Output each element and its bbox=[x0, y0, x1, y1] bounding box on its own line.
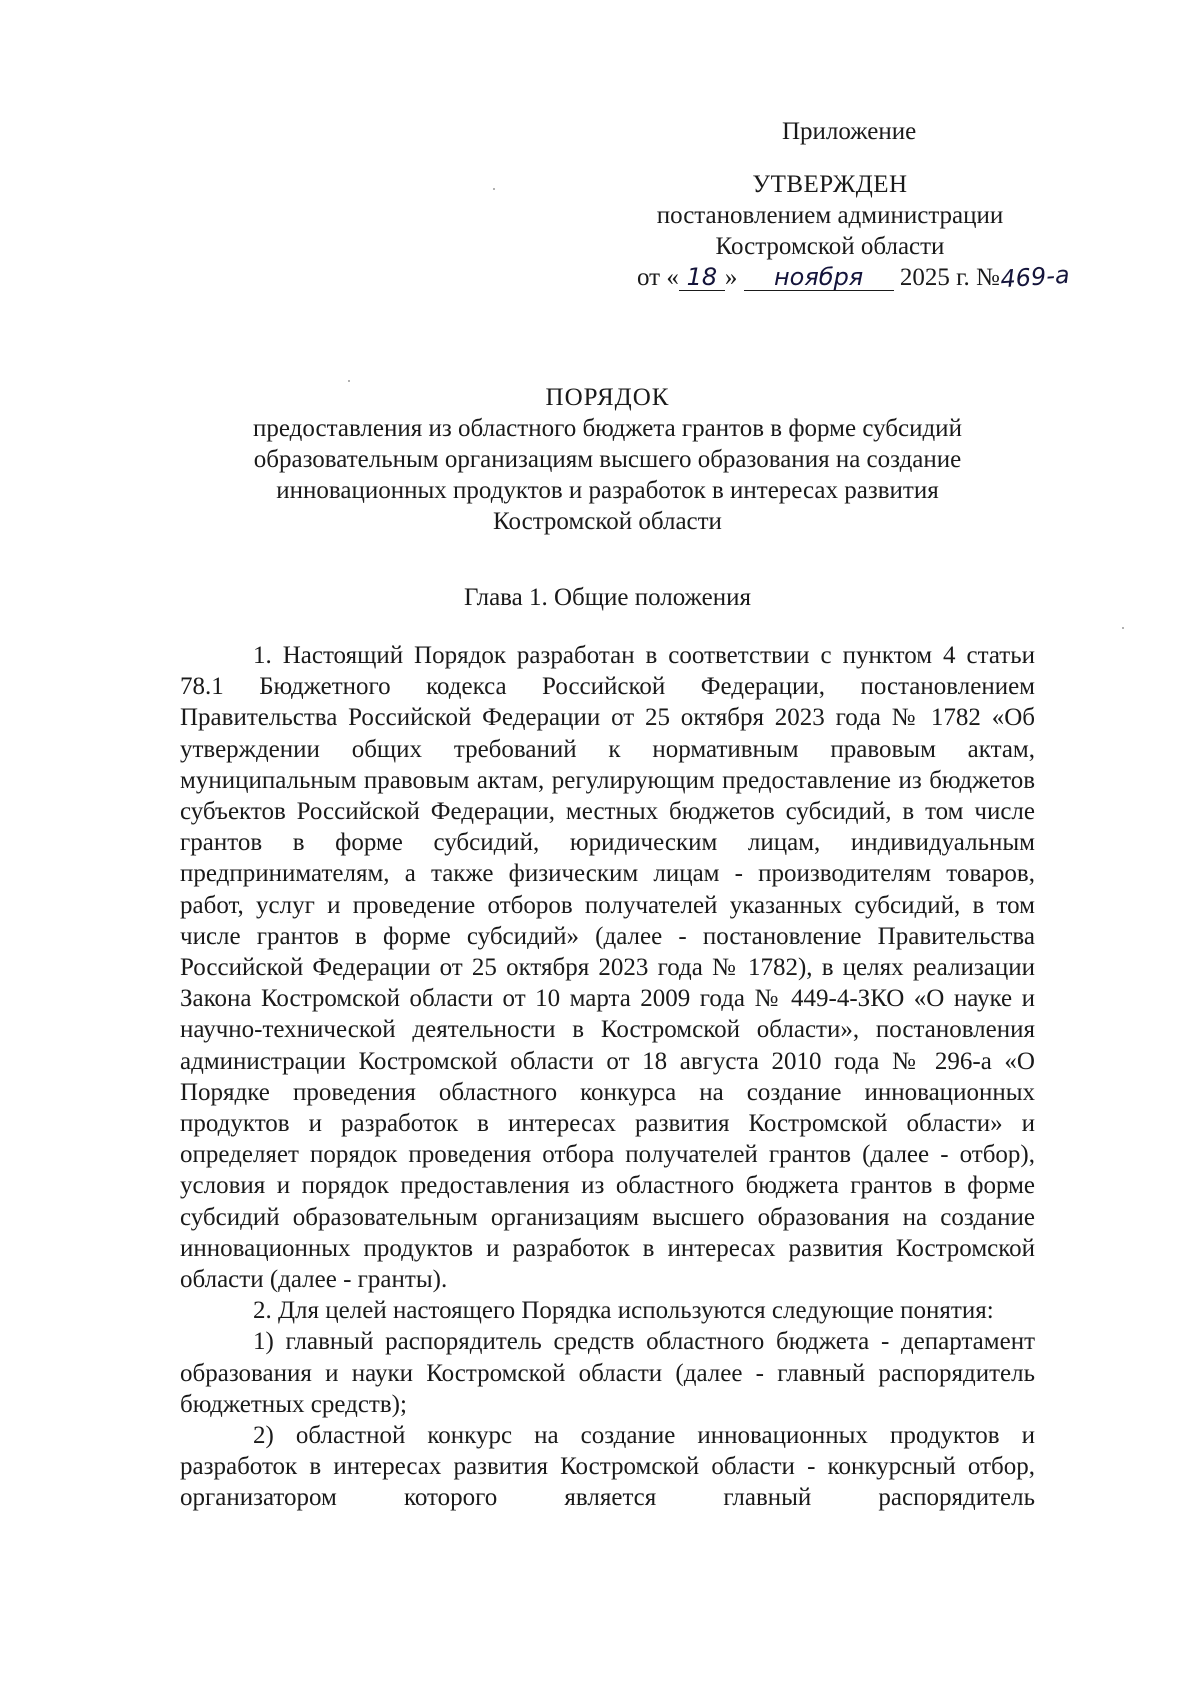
approval-line-2: Костромской области bbox=[715, 233, 945, 260]
document-body bbox=[180, 640, 1035, 1514]
approved-label: УТВЕРЖДЕН bbox=[752, 171, 908, 198]
subtitle-line: предоставления из областного бюджета грантов в форме субсидий bbox=[253, 415, 962, 442]
handwritten-day: 18 bbox=[679, 264, 725, 291]
subtitle-line: образовательным организациям высшего образования на создание bbox=[253, 446, 962, 473]
scan-speck bbox=[1122, 627, 1124, 629]
scan-speck bbox=[493, 188, 495, 190]
subtitle-line: инновационных продуктов и разработок в интересах развития bbox=[276, 477, 939, 504]
chapter-heading: Глава 1. Общие положения bbox=[464, 584, 751, 611]
date-prefix: от « bbox=[637, 264, 679, 291]
paragraph-2: 2. Для целей настоящего Порядка используются следующие понятия: bbox=[253, 1297, 994, 1325]
handwritten-number: 469-а bbox=[999, 260, 1071, 294]
paragraph-1: 1. Настоящий Порядок разработан в соответствии с пунктом 4 статьи 78.1 Бюджетного кодекса Российской Федерации, постановлением Правительства Российской Федерации от 25 октября 2023 года № 1782 «Об утверждении общих требований к нормативным правовым актам, муниципальным правовым актам, регулирующим предоставление из бюджетов субъектов Российской Федерации, местных бюджетов субсидий, в том числе грантов в форме субсидий, юридическим лицам, индивидуальным предпринимателям, а также физическим лицам - производителям товаров, работ, услуг и проведение отборов получателей указанных субсидий, в том числе грантов в форме субсидий» (далее - постановление Правительства Российской Федерации от 25 октября 2023 года № 1782), в целях реализации Закона Костромской области от 10 марта 2009 года № 449-4-ЗКО «О науке и научно-технической деятельности в Костромской области», постановления администрации Костромской области от 18 августа 2010 года № 296-а «О Порядке проведения областного конкурса на создание инновационных продуктов и разработок в интересах развития Костромской области» и определяет порядок проведения отбора получателей грантов (далее - отбор), условия и порядок предоставления из областного бюджета грантов в форме субсидий образовательным организациям высшего образования на создание инновационных продуктов и разработок в интересах развития Костромской области (далее - гранты). bbox=[180, 642, 1035, 1294]
approval-line-1: постановлением администрации bbox=[656, 202, 1004, 229]
date-year: 2025 г. № bbox=[899, 264, 1000, 291]
document-title-block bbox=[180, 382, 1035, 537]
document-title: ПОРЯДОК bbox=[545, 384, 670, 411]
paragraph-2-item-2: 2) областной конкурс на создание инновационных продуктов и разработок в интересах развития Костромской области - конкурсный отбор, организатором которого является главный распорядитель bbox=[180, 1422, 1035, 1512]
handwritten-month: ноября bbox=[744, 264, 894, 291]
approval-stamp-block bbox=[600, 116, 1120, 293]
subtitle-line: Костромской области bbox=[493, 508, 722, 535]
appendix-label: Приложение bbox=[782, 118, 917, 145]
date-mid: » bbox=[724, 264, 738, 291]
scan-speck bbox=[348, 380, 350, 382]
paragraph-2-item-1: 1) главный распорядитель средств областного бюджета - департамент образования и науки Костромской области (далее - главный распорядитель бюджетных средств); bbox=[180, 1328, 1035, 1418]
approval-date-line bbox=[637, 262, 1120, 293]
